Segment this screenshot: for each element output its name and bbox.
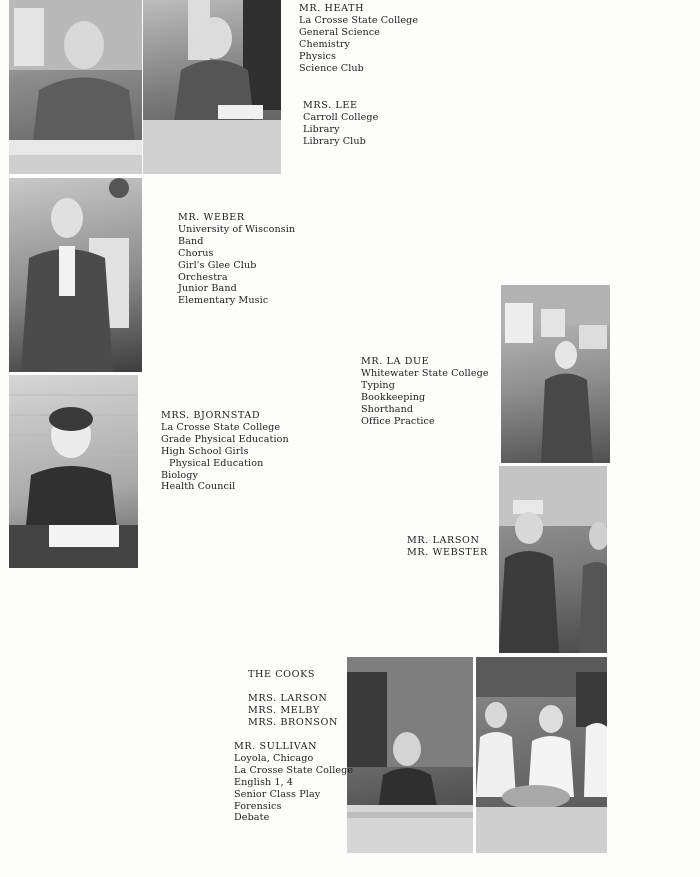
- bio-mr-heath: [299, 3, 418, 74]
- photo-mr-sullivan: [347, 657, 473, 853]
- section-heading: THE COOKS: [248, 669, 316, 680]
- bio-line: Grade Physical Education: [161, 433, 289, 445]
- bio-line: Junior Band: [178, 283, 237, 295]
- bio-line: Band: [178, 235, 204, 247]
- staff-name: MRS. MELBY: [248, 704, 320, 716]
- bio-line: Chorus: [178, 247, 214, 259]
- bio-line: Debate: [234, 812, 270, 824]
- bio-line: Forensics: [234, 800, 282, 812]
- photo-mrs-bjornstad: [9, 375, 138, 568]
- bio-line: English 1, 4: [234, 776, 294, 788]
- bio-line: Physics: [299, 50, 337, 62]
- bio-line: Physical Education: [169, 457, 264, 469]
- bio-mr-sullivan: [234, 741, 353, 824]
- teacher-name: MR. SULLIVAN: [234, 741, 318, 752]
- staff-name: MRS. LARSON: [248, 692, 328, 704]
- bio-line: University of Wisconsin: [178, 223, 296, 235]
- teacher-name: MR. HEATH: [299, 3, 365, 14]
- bio-line: General Science: [299, 26, 381, 38]
- bio-line: Typing: [361, 379, 395, 391]
- bio-line: Shorthand: [361, 403, 414, 415]
- bio-mrs-bjornstad: [161, 410, 289, 493]
- bio-line: High School Girls: [161, 445, 249, 457]
- photo-the-cooks: [476, 657, 607, 853]
- photo-mr-larson-mr-webster: [499, 466, 607, 653]
- bio-line: Library: [303, 123, 340, 135]
- bio-mr-la-due: [361, 356, 489, 427]
- bio-line: Library Club: [303, 135, 366, 147]
- bio-line: Girl's Glee Club: [178, 259, 257, 271]
- bio-mrs-lee: [303, 100, 378, 148]
- bio-line: Bookkeeping: [361, 391, 426, 403]
- bio-line: Chemistry: [299, 38, 351, 50]
- bio-line: Science Club: [299, 62, 364, 74]
- bio-line: La Crosse State College: [161, 421, 281, 433]
- bio-mr-weber: [178, 212, 295, 307]
- teacher-name: MRS. LEE: [303, 100, 358, 111]
- teacher-name: MR. WEBER: [178, 212, 245, 223]
- bio-line: La Crosse State College: [299, 14, 419, 26]
- bio-line: Biology: [161, 469, 198, 481]
- bio-line: La Crosse State College: [234, 764, 354, 776]
- bio-line: Office Practice: [361, 415, 435, 427]
- bio-line: Orchestra: [178, 271, 228, 283]
- bio-line: Senior Class Play: [234, 788, 321, 800]
- caption-cooks: [248, 669, 338, 729]
- teacher-name: MRS. BJORNSTAD: [161, 410, 261, 421]
- bio-line: Health Council: [161, 481, 236, 493]
- staff-name: MRS. BRONSON: [248, 716, 338, 728]
- bio-line: Elementary Music: [178, 295, 269, 307]
- teacher-name: MR. LA DUE: [361, 356, 430, 367]
- bio-line: Carroll College: [303, 111, 379, 123]
- photo-mrs-lee: [143, 0, 281, 174]
- bio-line: Whitewater State College: [361, 367, 489, 379]
- bio-line: Loyola, Chicago: [234, 752, 314, 764]
- staff-name: MR. LARSON: [407, 535, 480, 546]
- caption-custodians: [407, 535, 488, 559]
- photo-mr-la-due: [501, 285, 610, 463]
- staff-name: MR. WEBSTER: [407, 546, 488, 558]
- photo-mr-heath: [9, 0, 142, 174]
- photo-mr-weber: [9, 178, 142, 372]
